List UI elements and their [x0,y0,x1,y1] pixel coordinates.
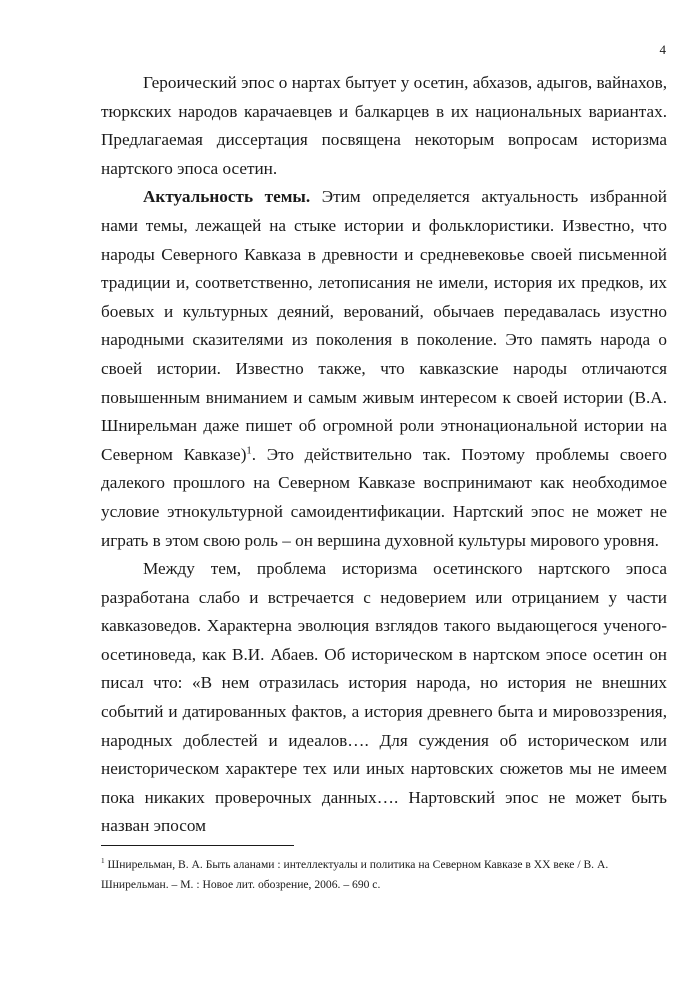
page-number: 4 [659,42,666,57]
paragraph-relevance [101,183,667,555]
paragraph-historicism: Между тем, проблема историзма осетинского нартского эпоса разработана слабо и встречается с недоверием или отрицанием у части кавказоведов. Характерна эволюция взглядов такого выдающегося ученого-осетиноведа, как В.И. Абаев. Об историческом в нартском эпосе осетин он писал что: «В нем отразилась история народа, но история не внешних событий и датированных фактов, а история древнего быта и мировоззрения, народных доблестей и идеалов…. Для суждения об историческом или неисторическом характере тех или иных нартовских сюжетов мы не имеем пока никаких проверочных данных…. Нартовский эпос не может быть назван эпосом [101,559,667,836]
footnote-divider [101,845,294,846]
footnote-text: Шнирельман, В. А. Быть аланами : интеллектуалы и политика на Северном Кавказе в XX веке / В. А. Шнирельман. – М. : Новое лит. обозрение, 2006. – 690 с. [101,858,609,891]
body-text [101,69,667,841]
section-heading-relevance: Актуальность темы. [143,187,311,207]
paragraph-intro: Героический эпос о нартах бытует у осетин, абхазов, адыгов, вайнахов, тюркских народов карачаевцев и балкарцев в их национальных вариантах. Предлагаемая диссертация посвящена некоторым вопросам историзма нартского эпоса осетин. [101,73,667,178]
paragraph-relevance-text-a: Этим определяется актуальность избранной нами темы, лежащей на стыке истории и фольклористики. Известно, что народы Северного Кавказа в древности и средневековье своей письменной традиции и, соответственно, летописания не имели, история их предков, их боевых и культурных деяний, верований, обычаев передавалась изустно народными сказителями из поколения в поколение. Это память народа о своей истории. Известно также, что кавказские народы отличаются повышенным вниманием и самым живым интересом к своей истории (В.А. Шнирельман даже пишет об огромной роли этнонациональной истории на Северном Кавказе) [101,187,667,464]
footnote-reference[interactable]: 1 [246,444,252,456]
footnote-mark: 1 [101,857,105,866]
footnote [101,855,667,895]
paragraph-relevance-text-b: . Это действительно так. Поэтому проблемы своего далекого прошлого на Северном Кавказе воспринимают как необходимое условие этнокультурной самоидентификации. Нартский эпос не может не играть в этом свою роль – он вершина духовной культуры мирового уровня. [101,444,667,550]
